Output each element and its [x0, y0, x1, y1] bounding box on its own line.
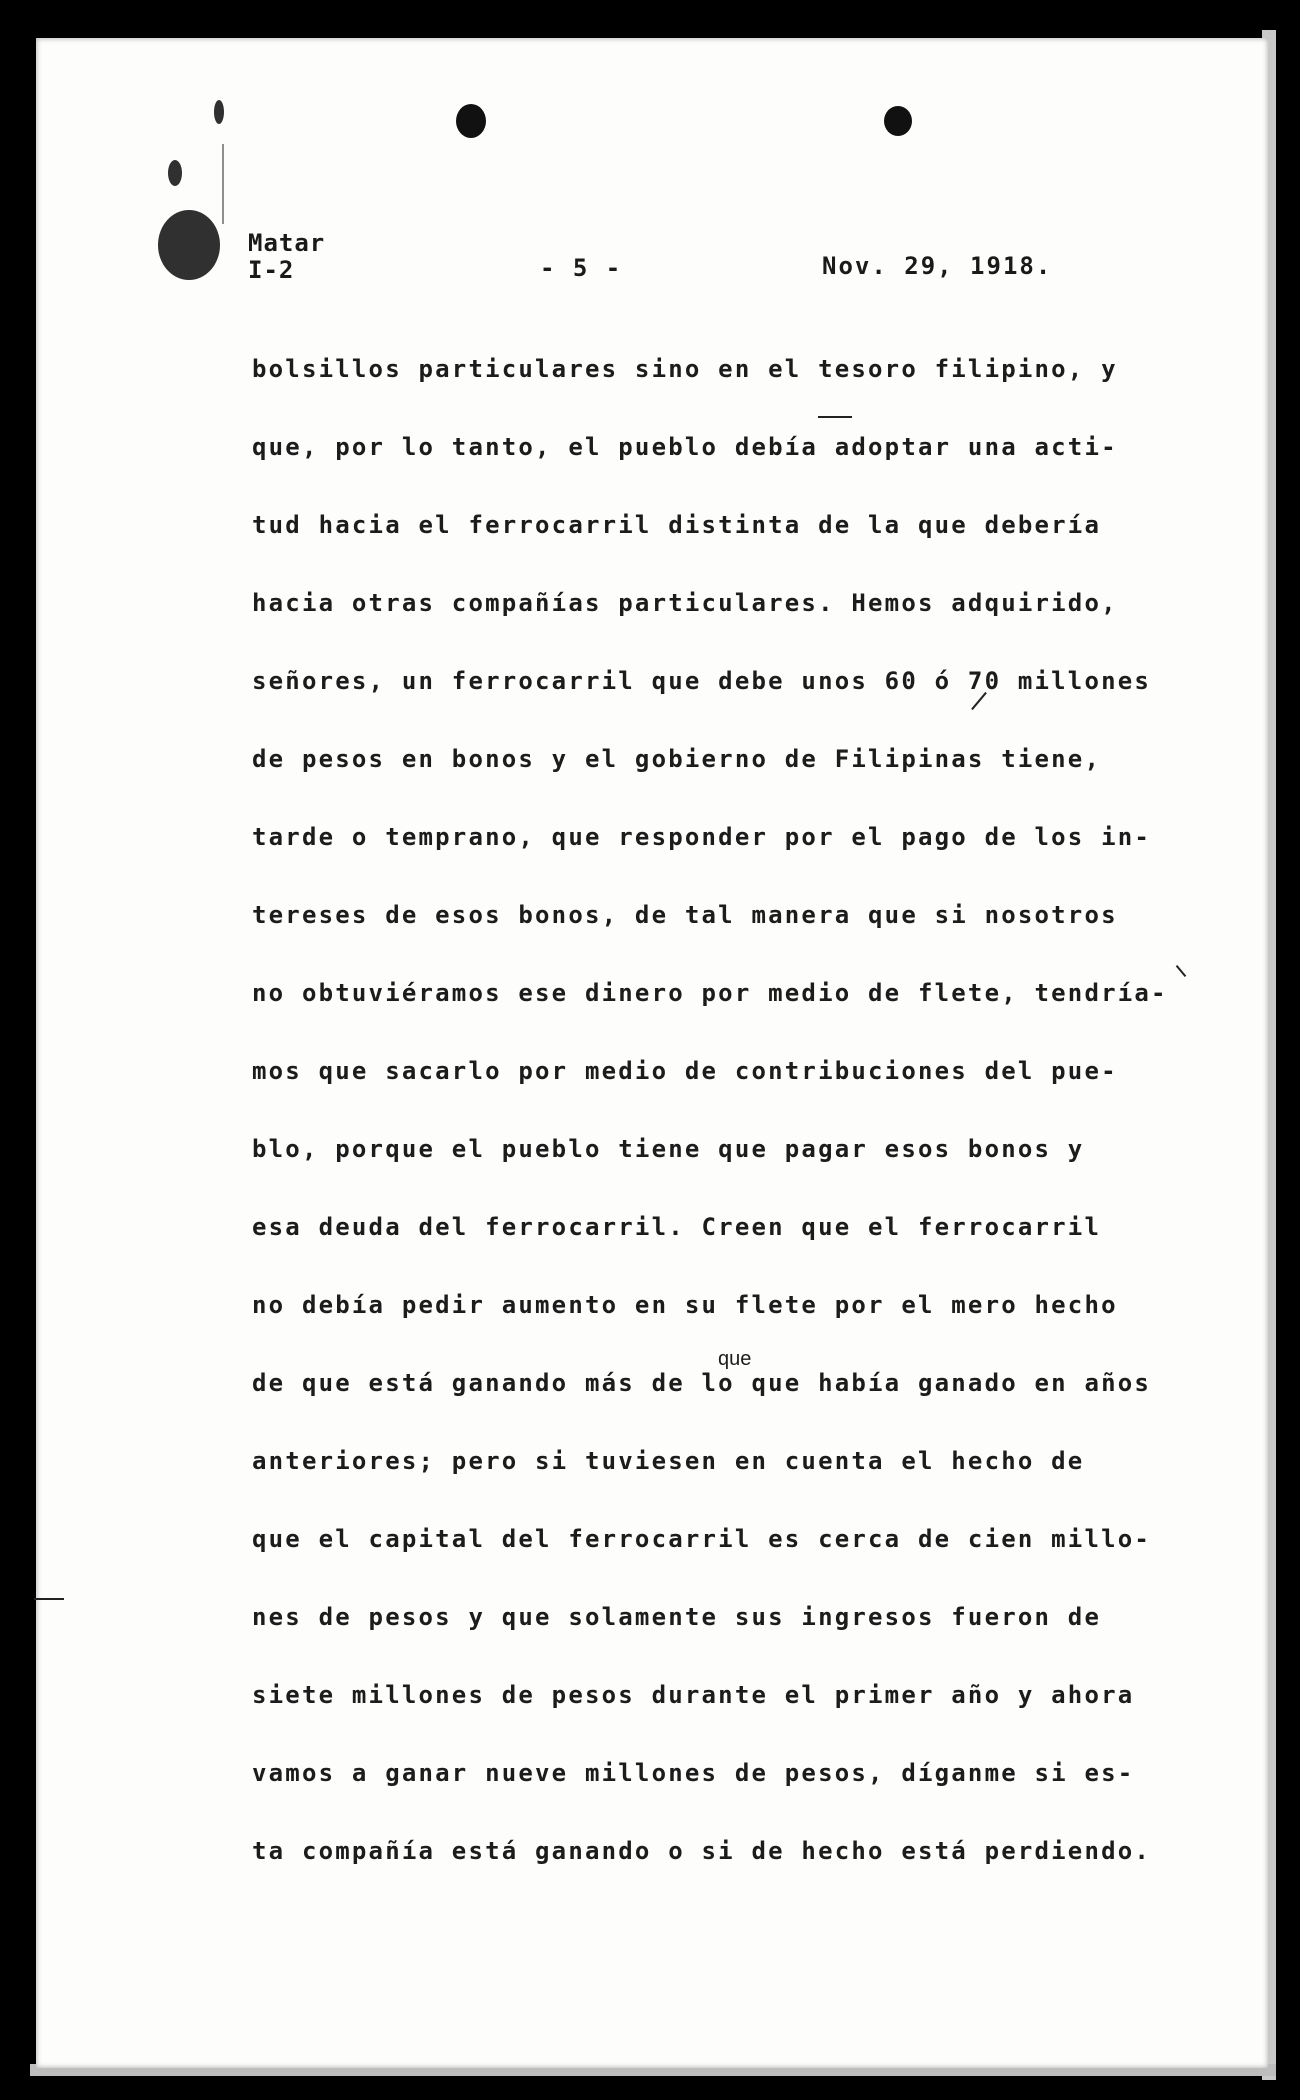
- text-line: tud hacia el ferrocarril distinta de la que debería: [252, 511, 1102, 539]
- overline-mark: [818, 416, 852, 418]
- handwritten-insert: que: [718, 1348, 752, 1370]
- margin-blot-top: [214, 100, 224, 124]
- file-reference-name: Matar: [248, 229, 326, 257]
- page-number: - 5 -: [540, 254, 623, 282]
- text-line: señores, un ferrocarril que debe unos 60 ó 70 millones: [252, 667, 1152, 695]
- punch-hole-top-right: [884, 106, 912, 136]
- text-line: tarde o temprano, que responder por el pago de los in-: [252, 823, 1152, 851]
- document-date: Nov. 29, 1918.: [822, 252, 1053, 280]
- text-line: que el capital del ferrocarril es cerca de cien millo-: [252, 1525, 1152, 1553]
- text-line: no debía pedir aumento en su flete por el mero hecho: [252, 1291, 1118, 1319]
- file-reference: [248, 230, 325, 284]
- file-reference-code: I-2: [248, 256, 295, 284]
- punch-hole-top-left: [456, 104, 486, 138]
- text-line: de que está ganando más de lo que había ganado en años: [252, 1369, 1152, 1397]
- text-line: que, por lo tanto, el pueblo debía adoptar una acti-: [252, 433, 1118, 461]
- text-line: no obtuviéramos ese dinero por medio de flete, tendría-: [252, 979, 1168, 1007]
- text-line: anteriores; pero si tuviesen en cuenta el hecho de: [252, 1447, 1085, 1475]
- text-line: hacia otras compañías particulares. Hemos adquirido,: [252, 589, 1118, 617]
- margin-dash: [34, 1598, 64, 1600]
- text-line: vamos a ganar nueve millones de pesos, díganme si es-: [252, 1759, 1135, 1787]
- margin-line: [222, 144, 224, 224]
- margin-blot-large: [158, 210, 220, 280]
- text-line: tereses de esos bonos, de tal manera que si nosotros: [252, 901, 1118, 929]
- text-line: nes de pesos y que solamente sus ingresos fueron de: [252, 1603, 1102, 1631]
- margin-blot-small: [168, 160, 182, 186]
- text-line: blo, porque el pueblo tiene que pagar esos bonos y: [252, 1135, 1085, 1163]
- text-line: de pesos en bonos y el gobierno de Filipinas tiene,: [252, 745, 1102, 773]
- text-line: ta compañía está ganando o si de hecho está perdiendo.: [252, 1837, 1152, 1865]
- text-line: mos que sacarlo por medio de contribuciones del pue-: [252, 1057, 1118, 1085]
- text-line: esa deuda del ferrocarril. Creen que el ferrocarril: [252, 1213, 1102, 1241]
- text-line: siete millones de pesos durante el primer año y ahora: [252, 1681, 1135, 1709]
- text-line: bolsillos particulares sino en el tesoro filipino, y: [252, 355, 1118, 383]
